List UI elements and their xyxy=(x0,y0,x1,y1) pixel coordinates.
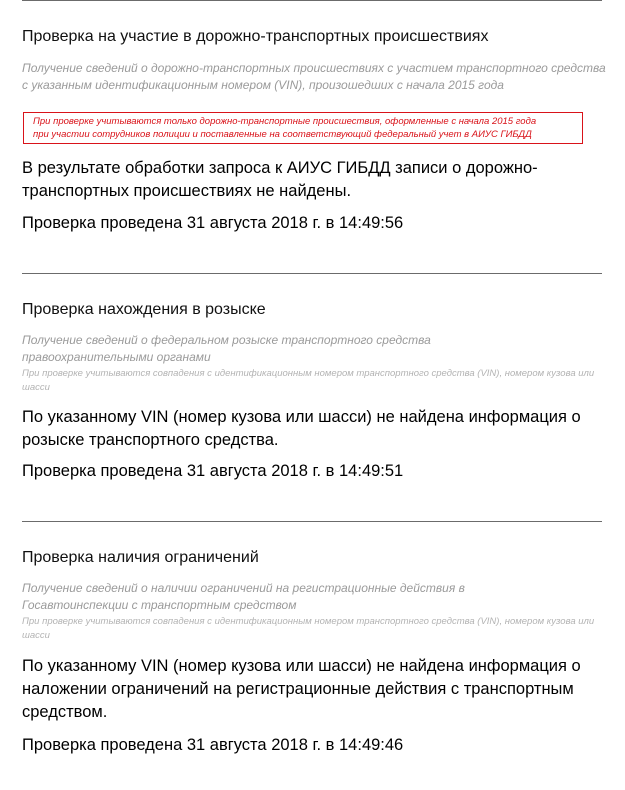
section-description: Получение сведений о федеральном розыске транспортного средства правоохранительными органами xyxy=(22,333,431,364)
section-note: При проверке учитываются совпадения с идентификационным номером транспортного средства (VIN), номером кузова или шасси xyxy=(22,368,595,393)
section-divider xyxy=(22,0,602,1)
section-title: Проверка наличия ограничений xyxy=(22,549,259,566)
check-timestamp: Проверка проведена 31 августа 2018 г. в 14:49:46 xyxy=(22,736,404,754)
warning-note-box xyxy=(23,112,583,144)
warning-note-line: При проверке учитываются только дорожно-транспортные происшествия, оформленные с начала 2015 года xyxy=(33,116,537,127)
section-title: Проверка на участие в дорожно-транспортных происшествиях xyxy=(22,28,489,45)
check-timestamp: Проверка проведена 31 августа 2018 г. в 14:49:51 xyxy=(22,462,404,480)
section-description: Получение сведений о дорожно-транспортных происшествиях с участием транспортного средства с указанным идентификационным номером (VIN), произошедших с начала 2015 года xyxy=(22,61,606,92)
section-note: При проверке учитываются совпадения с идентификационным номером транспортного средства (VIN), номером кузова или шасси xyxy=(22,616,595,641)
section-description: Получение сведений о наличии ограничений на регистрационные действия в Госавтоинспекции с транспортным средством xyxy=(22,581,465,612)
check-result-text: В результате обработки запроса к АИУС ГИБДД записи о дорожно-транспортных происшествиях не найдены. xyxy=(22,159,538,200)
check-result-text: По указанному VIN (номер кузова или шасси) не найдена информация о наложении ограничений на регистрационные действия с транспортным средством. xyxy=(22,657,581,721)
warning-note-line: при участии сотрудников полиции и поставленные на соответствующий федеральный учет в АИУС ГИБДД xyxy=(33,129,532,140)
check-result-text: По указанному VIN (номер кузова или шасси) не найдена информация о розыске транспортного средства. xyxy=(22,408,581,449)
section-divider xyxy=(22,521,602,522)
section-title: Проверка нахождения в розыске xyxy=(22,301,266,318)
section-divider xyxy=(22,273,602,274)
check-timestamp: Проверка проведена 31 августа 2018 г. в 14:49:56 xyxy=(22,214,404,232)
